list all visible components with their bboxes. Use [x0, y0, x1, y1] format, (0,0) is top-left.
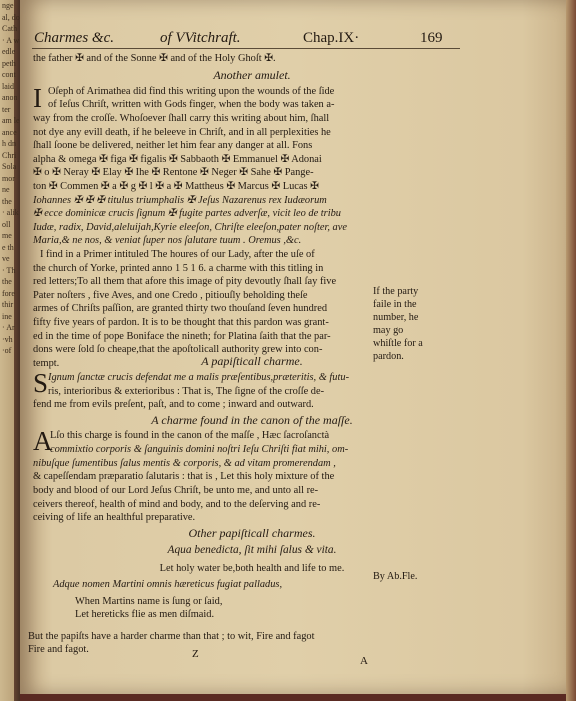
text-line: the church of Yorke, printed anno 1 5 1 6. a charme with this titling in — [33, 263, 324, 274]
facing-page-edge — [0, 0, 20, 701]
text-line: armes of Chriſts paſſion, are granted thirty two thouſand ſeven hundred — [33, 303, 328, 314]
verse-line: Let hereticks flie as men diſmaid. — [75, 609, 215, 620]
facing-fragment: ne — [2, 185, 10, 194]
text-line: I find in a Primer intituled The houres of our Lady, after the uſe of — [40, 249, 315, 260]
text-line: But the papiſts have a harder charme than that ; to wit, Fire and fagot — [28, 631, 315, 642]
text-line: ✠ ecce dominicæ crucis ſignum ✠ fugite partes adverſæ, vicit leo de tribu — [33, 208, 342, 219]
verse-line: When Martins name is ſung or ſaid, — [75, 596, 223, 607]
text-line: Maria,& ne nos, & veniat ſuper nos ſalutare tuum . Oremus ,&c. — [33, 235, 302, 246]
text-line: Lſo this charge is found in the canon of the maſſe , Hæc ſacroſanctà — [50, 430, 330, 441]
facing-fragment: peth — [2, 58, 16, 68]
text-line: ceiving of life an healthful preparative. — [33, 512, 196, 523]
facing-fragment: ine — [2, 311, 12, 321]
facing-fragment: anon — [2, 93, 18, 102]
text-line: fifty five years of pardon. It is to be thought that this pardon was grant- — [33, 317, 329, 328]
facing-fragment: mor — [2, 173, 15, 183]
header-rule — [32, 48, 460, 49]
text-line: Fire and fagot. — [28, 644, 89, 655]
facing-fragment: e th — [2, 242, 14, 252]
section-heading: A papiſticall charme. — [201, 354, 303, 368]
text-line: ✠ o ✠ Neray ✠ Elay ✠ Ihe ✠ Rentone ✠ Neger ✠ Sahe ✠ Pange- — [33, 167, 314, 178]
margin-note: pardon. — [373, 351, 404, 362]
margin-note: may go — [373, 325, 404, 336]
text-line: Iudæ, radix, David,aleluijah,Kyrie eleeſon, Chriſte eleeſon,pater noſter, ave — [33, 222, 347, 233]
text-line: dons were ſold ſo cheape,that the apoſtolicall authority grew into con- — [33, 344, 323, 355]
text-line: Pater noſters , five Aves, and one Credo , pitiouſly beholding theſe — [33, 290, 308, 301]
page-right-edge — [566, 0, 576, 701]
text-line: & capeſſendam præparatio ſalutaris : that is , Let this holy mixture of the — [33, 471, 335, 482]
margin-note: By Ab.Fle. — [373, 571, 418, 582]
drop-cap: S — [33, 368, 49, 398]
text-line: fend me from evils preſent, paſt, and to come ; inward and outward. — [33, 399, 314, 410]
text-line: Iohannes ✠ ✠ ✠ titulus triumphalis ✠ Jeſus Nazarenus rex Iudæorum — [33, 195, 327, 206]
text-line: way from the croſſe. Whoſoever ſhall carry this writing about him, ſhall — [33, 113, 330, 124]
text-line: ed in the time of pope Boniface the nineth; for Platina ſaith that the par- — [33, 331, 331, 342]
margin-note: faile in the — [373, 299, 417, 310]
facing-fragment: cont — [2, 70, 16, 79]
book-page — [20, 0, 566, 694]
facing-fragment: edle — [2, 47, 16, 56]
facing-fragment: · alik — [2, 208, 19, 217]
facing-fragment: thir — [2, 300, 14, 309]
running-header-center: of VVitchraft. — [160, 30, 241, 46]
facing-fragment: · Ar — [2, 323, 15, 332]
facing-fragment: ter — [2, 104, 11, 114]
section-heading: Other papiſticall charmes. — [188, 526, 316, 540]
text-line: ris, interioribus & exterioribus : That is, The ſigne of the croſſe de- — [48, 386, 325, 397]
facing-fragment: Sola — [2, 162, 17, 171]
drop-cap: A — [33, 426, 53, 456]
facing-fragment: · Th — [2, 265, 16, 275]
verse-line: Let holy water be,both health and life to me. — [159, 563, 345, 574]
margin-note: whiſtle for a — [373, 338, 423, 349]
verse-line: Aqua benedicta, ſit mihi ſalus & vita. — [167, 544, 337, 556]
facing-fragment: me — [2, 231, 12, 240]
facing-fragment: oll — [2, 219, 11, 229]
facing-fragment: the — [2, 196, 12, 206]
facing-fragment: fore — [2, 288, 15, 298]
section-heading: Another amulet. — [213, 68, 291, 82]
text-line: ceivers thereof, health of mind and body, and to the deſerving and re- — [33, 499, 321, 510]
page-bottom-edge — [20, 694, 576, 701]
section-heading: A charme found in the canon of the maſſe. — [151, 413, 353, 427]
text-line: tempt. — [33, 358, 60, 369]
text-line: the father ✠ and of the Sonne ✠ and of the Holy Ghoſt ✠. — [33, 53, 276, 64]
text-line: ton ✠ Commen ✠ a ✠ g ✠ l ✠ a ✠ Mattheus ✠ Marcus ✠ Lucas ✠ — [33, 181, 319, 192]
facing-fragment: laid — [2, 81, 14, 91]
text-line: of Ieſus Chriſt, written with Gods finger, when the body was taken a- — [48, 99, 335, 110]
facing-fragment: am le — [2, 116, 20, 125]
facing-fragment: ·of — [2, 346, 12, 355]
margin-note: If the party — [373, 286, 419, 297]
text-line: ſhall ſoone be delivered, neither let him fear any danger at all. Fons — [33, 140, 313, 151]
drop-cap: I — [33, 83, 42, 113]
facing-fragment: al, do — [2, 12, 20, 22]
text-line: red letters;To all them that afore this image of pity devoutly ſhall ſay five — [33, 276, 337, 287]
facing-fragment: ·vh — [2, 334, 13, 344]
text-line: nibuſque ſumentibus ſalus mentis & corporis, & ad vitam promerendam , — [33, 458, 336, 469]
running-header-left: Charmes &c. — [34, 30, 114, 46]
facing-fragment: · A w — [2, 35, 20, 45]
facing-fragment: the — [2, 277, 12, 286]
facing-fragment: ve — [2, 254, 10, 263]
text-line: alpha & omega ✠ figa ✠ figalis ✠ Sabbaoth ✠ Emmanuel ✠ Adonai — [33, 154, 322, 165]
facing-fragment: ance — [2, 127, 17, 137]
facing-fragment: h dn — [2, 139, 16, 148]
facing-fragment: Cath — [2, 24, 18, 33]
catchword: A — [360, 655, 368, 667]
page-number: 169 — [420, 30, 443, 46]
margin-note: number, he — [373, 312, 419, 323]
text-line: Oſeph of Arimathea did find this writing upon the wounds of the ſide — [48, 86, 335, 97]
facing-fragment: Chri — [2, 150, 17, 160]
text-line: not dye any evill death, if he beleeve in Chriſt, and in all perplexities he — [33, 127, 331, 138]
signature-mark: Z — [192, 648, 199, 660]
text-line: commixtio corporis & ſanguinis domini noſtri Ieſu Chriſti fiat mihi, om- — [50, 444, 349, 455]
chapter-label: Chap.IX· — [303, 30, 360, 46]
text-line: Ignum ſanctæ crucis defendat me a malis præſentibus,præteritis, & futu- — [48, 372, 350, 383]
facing-fragment: nge — [2, 1, 14, 10]
verse-line: Adque nomen Martini omnis hæreticus fugiat palladus, — [53, 579, 283, 590]
text-line: body and blood of our Lord Jeſus Chriſt, be unto me, and unto all re- — [33, 485, 319, 496]
